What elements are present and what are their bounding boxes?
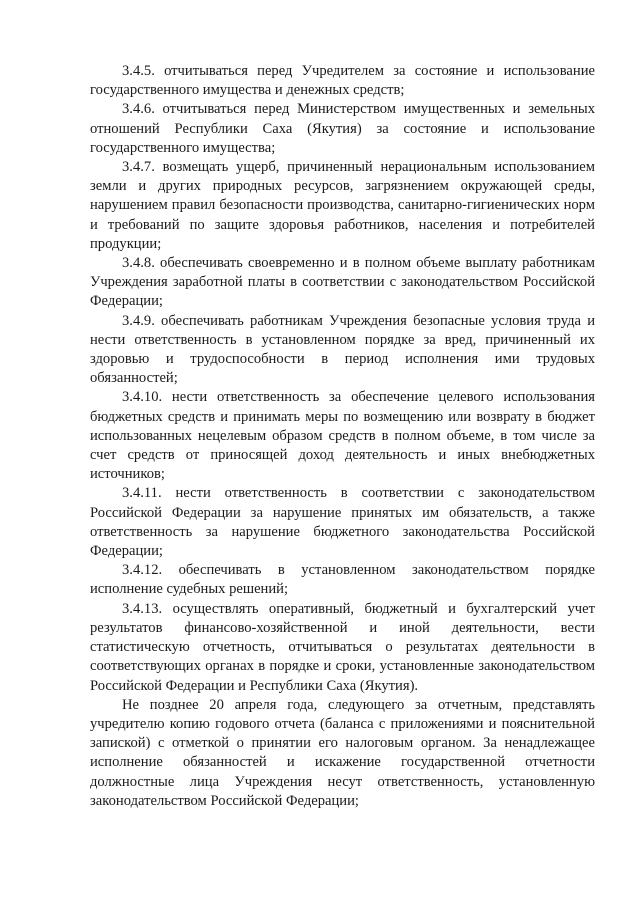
- paragraph-3-4-7: 3.4.7. возмещать ущерб, причиненный нерациональным использованием земли и других природных ресурсов, загрязнением окружающей среды, нарушением правил безопасности производства, санитарно-гигиенических норм и требований по защите здоровья работников, населения и потребителей продукции;: [90, 159, 595, 252]
- paragraph-3-4-8: 3.4.8. обеспечивать своевременно и в полном объеме выплату работникам Учреждения заработной платы в соответствии с законодательством Российской Федерации;: [90, 255, 595, 310]
- paragraph-3-4-12: 3.4.12. обеспечивать в установленном законодательством порядке исполнение судебных решений;: [90, 562, 595, 598]
- paragraph-3-4-6: 3.4.6. отчитываться перед Министерством имущественных и земельных отношений Республики Саха (Якутия) за состояние и использование государственного имущества;: [90, 101, 595, 156]
- document-page: [90, 62, 595, 811]
- paragraph-3-4-11: 3.4.11. нести ответственность в соответствии с законодательством Российской Федерации за нарушение принятых им обязательств, а также ответственность за нарушение бюджетного законодательства Российской Федерации;: [90, 485, 595, 560]
- paragraph-3-4-5: 3.4.5. отчитываться перед Учредителем за состояние и использование государственного имущества и денежных средств;: [90, 63, 595, 99]
- paragraph-3-4-10: 3.4.10. нести ответственность за обеспечение целевого использования бюджетных средств и принимать меры по возмещению или возврату в бюджет использованных нецелевым образом средств в полном объеме, в том числе за счет средств от приносящей доход деятельность и иных внебюджетных источников;: [90, 389, 595, 483]
- paragraph-3-4-9: 3.4.9. обеспечивать работникам Учреждения безопасные условия труда и нести ответственность в установленном порядке за вред, причиненный их здоровью и трудоспособности в период исполнения ими трудовых обязанностей;: [90, 312, 595, 387]
- paragraph-annual-report: Не позднее 20 апреля года, следующего за отчетным, представлять учредителю копию годового отчета (баланса с приложениями и пояснительной запиской) с отметкой о принятии его налоговым органом. За ненадлежащее исполнение обязанностей и искажение государственной отчетности должностные лица Учреждения несут ответственность, установленную законодательством Российской Федерации;: [90, 696, 595, 809]
- paragraph-3-4-13: 3.4.13. осуществлять оперативный, бюджетный и бухгалтерский учет результатов финансово-хозяйственной и иной деятельности, вести статистическую отчетность, отчитываться о результатах деятельности в соответствующих органах в порядке и сроки, установленные законодательством Российской Федерации и Республики Саха (Якутия).: [90, 600, 595, 694]
